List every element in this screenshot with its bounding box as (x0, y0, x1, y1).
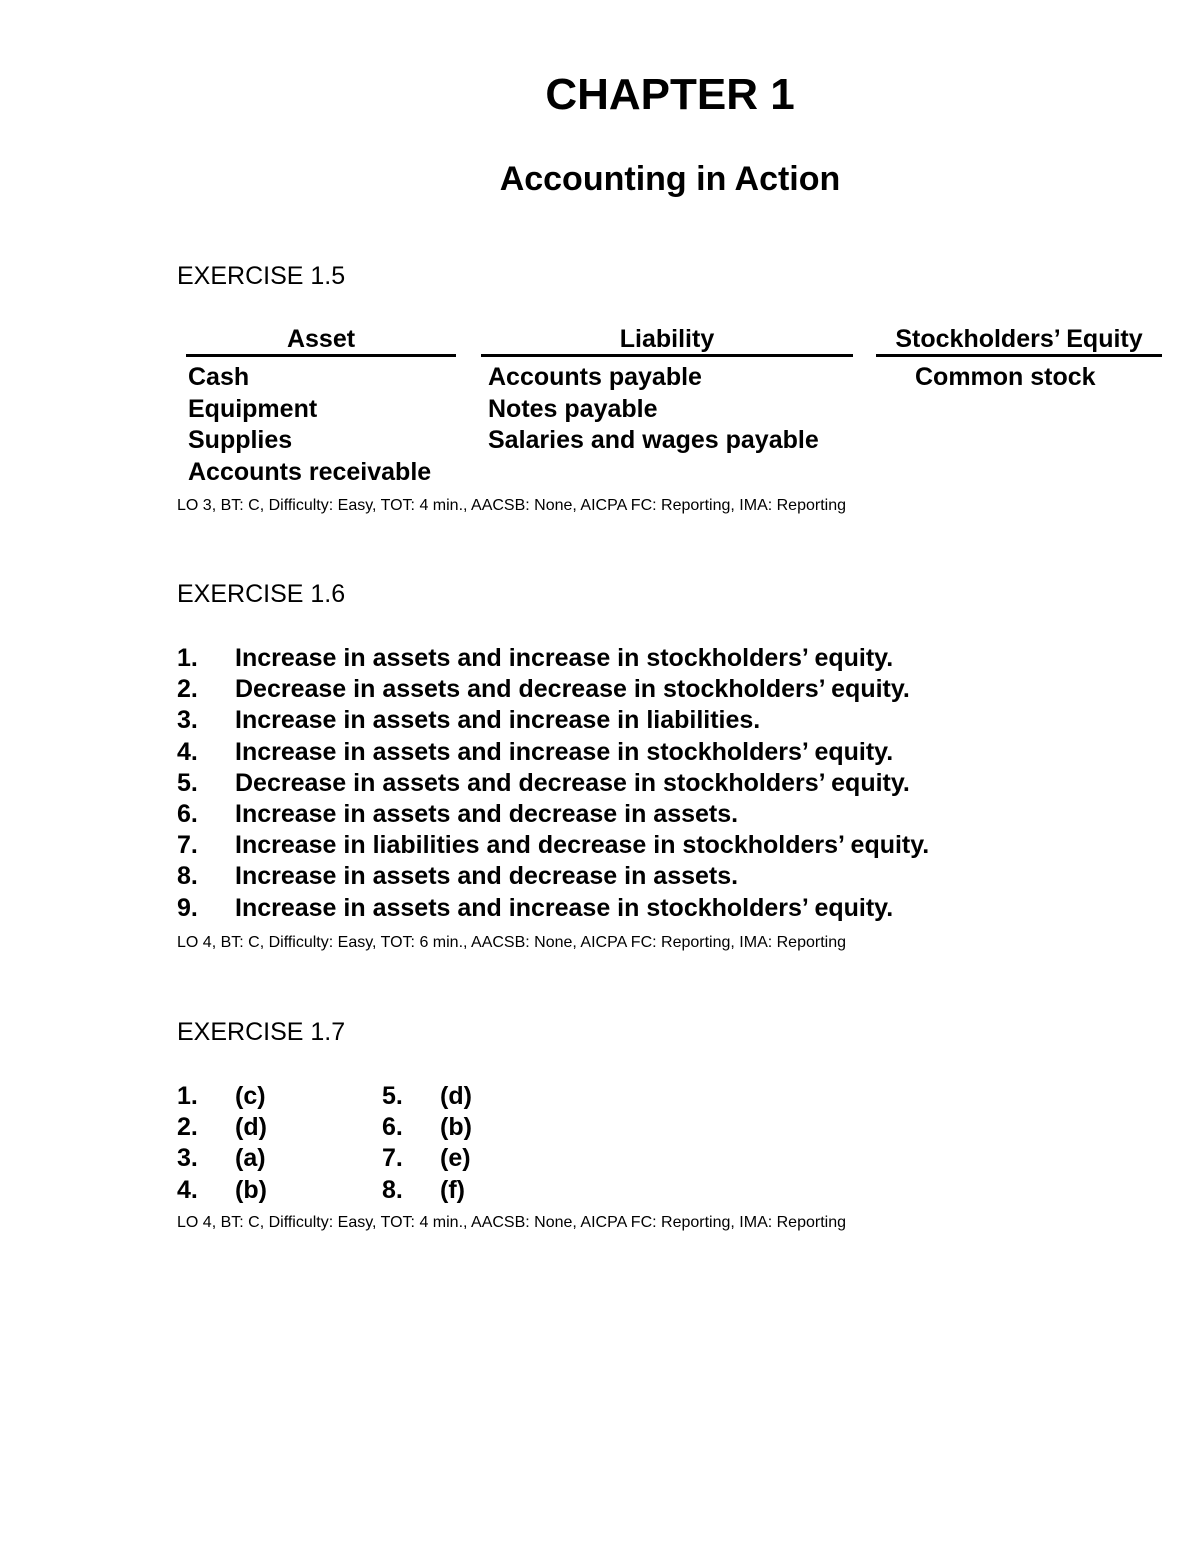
list-item: 4. Increase in assets and increase in stockholders’ equity. (177, 737, 894, 766)
list-item: 8. Increase in assets and decrease in assets. (177, 862, 739, 891)
exercise-1-6-list (177, 643, 929, 924)
list-item: Equipment (188, 394, 318, 423)
list-item: Cash (188, 363, 250, 391)
column-header-liability: Liability (481, 324, 853, 357)
exercise-1-7-heading: EXERCISE 1.7 (177, 1018, 346, 1046)
list-item: 9. Increase in assets and increase in stockholders’ equity. (177, 893, 894, 922)
list-item: 2. Decrease in assets and decrease in stockholders’ equity. (177, 675, 910, 704)
list-item: 5. Decrease in assets and decrease in stockholders’ equity. (177, 768, 910, 797)
answer-row: 2. (d) 6. (b) (177, 1113, 472, 1142)
exercise-1-7-answers (177, 1081, 577, 1206)
list-item: 6. Increase in assets and decrease in assets. (177, 799, 739, 828)
answer-row: 4. (b) 8. (f) (177, 1175, 465, 1204)
list-item: 7. Increase in liabilities and decrease in stockholders’ equity. (177, 831, 930, 860)
list-item: Accounts payable (488, 363, 702, 391)
chapter-title: CHAPTER 1 (545, 70, 795, 119)
asset-list (188, 362, 431, 488)
list-item: Accounts receivable (188, 457, 432, 486)
exercise-1-6-note: LO 4, BT: C, Difficulty: Easy, TOT: 6 min., AACSB: None, AICPA FC: Reporting, IMA: Reporting (177, 934, 846, 951)
chapter-subtitle: Accounting in Action (499, 160, 841, 198)
list-item: Common stock (915, 363, 1096, 391)
liability-list (488, 362, 819, 457)
list-item: 1. Increase in assets and increase in stockholders’ equity. (177, 644, 894, 672)
equity-list (915, 362, 1096, 394)
exercise-1-6-heading: EXERCISE 1.6 (177, 580, 346, 608)
exercise-1-7-note: LO 4, BT: C, Difficulty: Easy, TOT: 4 min., AACSB: None, AICPA FC: Reporting, IMA: Reporting (177, 1214, 846, 1231)
list-item: Notes payable (488, 394, 658, 423)
exercise-1-5-note: LO 3, BT: C, Difficulty: Easy, TOT: 4 min., AACSB: None, AICPA FC: Reporting, IMA: Reporting (177, 497, 846, 514)
column-header-asset: Asset (186, 324, 456, 357)
list-item: Supplies (188, 426, 293, 454)
column-header-equity: Stockholders’ Equity (876, 324, 1162, 357)
list-item: 3. Increase in assets and increase in liabilities. (177, 706, 761, 735)
list-item: Salaries and wages payable (488, 426, 819, 454)
exercise-1-5-heading: EXERCISE 1.5 (177, 262, 346, 290)
answer-row: 1. (c) 5. (d) (177, 1082, 472, 1110)
answer-row: 3. (a) 7. (e) (177, 1144, 471, 1173)
